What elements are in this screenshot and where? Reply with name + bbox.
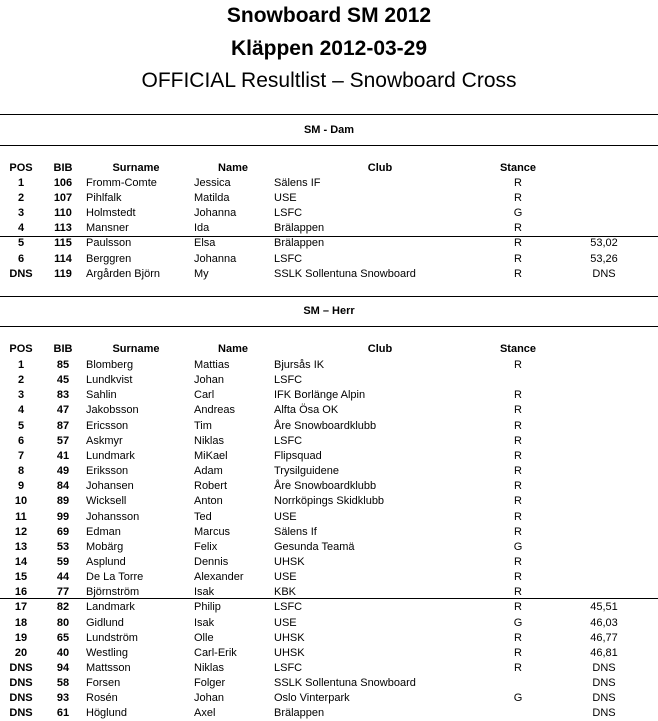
stance-cell: R — [514, 510, 522, 523]
club-cell: Brälappen — [274, 237, 325, 250]
position-cell: 2 — [17, 192, 25, 205]
bib-cell: 110 — [54, 207, 72, 220]
name-cell: Adam — [194, 465, 223, 478]
time-cell: 53,26 — [590, 252, 618, 265]
bib-cell: 89 — [56, 495, 70, 508]
position-cell: 8 — [17, 465, 25, 478]
club-cell: USE — [274, 192, 297, 205]
position-cell: 6 — [17, 252, 25, 265]
divider — [0, 145, 658, 146]
column-header-bib: BIB — [53, 343, 73, 355]
qualification-cutoff-line — [0, 236, 658, 237]
table-row — [0, 176, 658, 191]
time-cell: 45,51 — [590, 601, 618, 614]
surname-cell: Forsen — [86, 677, 121, 690]
surname-cell: Blomberg — [86, 359, 134, 371]
surname-cell: Askmyr — [86, 434, 123, 447]
stance-cell: R — [514, 662, 522, 674]
bib-cell: 80 — [56, 616, 70, 629]
stance-cell: R — [514, 222, 522, 235]
table-row — [0, 388, 658, 403]
stance-cell: R — [514, 359, 522, 371]
club-cell: LSFC — [274, 252, 303, 265]
club-cell: UHSK — [274, 631, 305, 644]
club-cell: LSFC — [274, 662, 303, 674]
stance-cell: R — [514, 449, 522, 462]
stance-cell: R — [514, 434, 522, 447]
stance-cell: G — [513, 692, 523, 705]
surname-cell: Westling — [86, 646, 128, 659]
table-row — [0, 616, 658, 631]
bib-cell: 61 — [56, 707, 70, 720]
name-cell: Johanna — [194, 207, 237, 220]
club-cell: LSFC — [274, 374, 303, 387]
position-cell: 13 — [14, 540, 28, 553]
club-cell: UHSK — [274, 555, 305, 568]
club-cell: Alfta Ösa OK — [274, 404, 339, 417]
bib-cell: 84 — [56, 480, 70, 493]
club-cell: Brälappen — [274, 707, 325, 720]
club-cell: IFK Borlänge Alpin — [274, 389, 366, 402]
name-cell: Carl — [194, 389, 215, 402]
surname-cell: Eriksson — [86, 465, 129, 478]
club-cell: Flipsquad — [274, 449, 322, 462]
surname-cell: Gidlund — [86, 616, 124, 629]
club-cell: Sälens If — [274, 525, 317, 538]
surname-cell: Jakobsson — [86, 404, 139, 417]
surname-cell: Johansson — [86, 510, 140, 523]
club-cell: USE — [274, 616, 297, 629]
position-cell: 14 — [14, 555, 28, 568]
stance-cell: R — [514, 404, 522, 417]
bib-cell: 99 — [56, 510, 70, 523]
column-header-stance: Stance — [499, 343, 537, 355]
stance-cell: R — [514, 192, 522, 205]
club-cell: USE — [274, 571, 297, 584]
position-cell: DNS — [9, 267, 33, 280]
bib-cell: 49 — [56, 465, 70, 478]
club-cell: LSFC — [274, 601, 303, 614]
name-cell: Alexander — [194, 571, 244, 584]
name-cell: Olle — [194, 631, 214, 644]
section-heading-herr: SM – Herr — [303, 305, 355, 317]
stance-cell: R — [514, 465, 522, 478]
column-header-stance: Stance — [499, 162, 537, 174]
bib-cell: 77 — [56, 586, 70, 599]
name-cell: Mattias — [194, 359, 230, 371]
bib-cell: 44 — [56, 571, 70, 584]
surname-cell: Mobärg — [86, 540, 124, 553]
bib-cell: 59 — [56, 555, 70, 568]
position-cell: DNS — [9, 692, 33, 705]
table-row — [0, 494, 658, 509]
table-row — [0, 706, 658, 721]
name-cell: Isak — [194, 616, 215, 629]
bib-cell: 107 — [53, 192, 73, 205]
table-row — [0, 373, 658, 388]
table-row — [0, 252, 658, 267]
table-row — [0, 600, 658, 615]
stance-cell: R — [514, 555, 522, 568]
surname-cell: Paulsson — [86, 237, 132, 250]
surname-cell: Björnström — [86, 586, 140, 599]
position-cell: 6 — [17, 434, 25, 447]
name-cell: Niklas — [194, 662, 224, 674]
bib-cell: 114 — [54, 252, 72, 265]
surname-cell: Rosén — [86, 692, 118, 705]
divider — [0, 296, 658, 297]
bib-cell: 69 — [56, 525, 70, 538]
table-row — [0, 206, 658, 221]
stance-cell: R — [514, 389, 522, 402]
surname-cell: Edman — [86, 525, 121, 538]
time-cell: DNS — [592, 267, 616, 280]
position-cell: 18 — [14, 616, 28, 629]
surname-cell: Mansner — [86, 222, 129, 235]
stance-cell: R — [514, 267, 522, 280]
surname-cell: Johansen — [86, 480, 134, 493]
surname-cell: De La Torre — [86, 571, 144, 584]
table-row — [0, 555, 658, 570]
stance-cell: R — [514, 419, 522, 432]
stance-cell: G — [513, 616, 523, 629]
surname-cell: Fromm-Comte — [86, 177, 157, 189]
column-header-row — [0, 342, 658, 357]
table-row — [0, 236, 658, 251]
position-cell: 1 — [17, 177, 25, 189]
stance-cell: R — [514, 237, 522, 250]
position-cell: 2 — [17, 374, 25, 387]
name-cell: MiKael — [194, 449, 228, 462]
club-cell: Brälappen — [274, 222, 325, 235]
name-cell: Anton — [194, 495, 223, 508]
position-cell: 4 — [17, 404, 25, 417]
name-cell: Felix — [194, 540, 218, 553]
column-header-name: Name — [218, 343, 248, 355]
name-cell: Niklas — [194, 434, 224, 447]
section-heading-dam: SM - Dam — [303, 124, 355, 136]
bib-cell: 41 — [56, 449, 70, 462]
table-row — [0, 449, 658, 464]
bib-cell: 65 — [56, 631, 70, 644]
table-row — [0, 419, 658, 434]
surname-cell: Sahlin — [86, 389, 117, 402]
qualification-cutoff-line — [0, 598, 658, 599]
position-cell: 20 — [14, 646, 28, 659]
club-cell: SSLK Sollentuna Snowboard — [274, 677, 416, 690]
surname-cell: Landmark — [86, 601, 135, 614]
time-cell: DNS — [592, 662, 616, 674]
position-cell: 9 — [17, 480, 25, 493]
table-row — [0, 403, 658, 418]
column-header-pos: POS — [9, 162, 33, 174]
club-cell: Norrköpings Skidklubb — [274, 495, 385, 508]
name-cell: Matilda — [194, 192, 230, 205]
name-cell: Isak — [194, 586, 215, 599]
table-row — [0, 221, 658, 236]
table-row — [0, 525, 658, 540]
divider — [0, 326, 658, 327]
stance-cell: R — [514, 495, 522, 508]
club-cell: Bjursås IK — [274, 359, 325, 371]
position-cell: DNS — [9, 707, 33, 720]
surname-cell: Pihlfalk — [86, 192, 122, 205]
stance-cell: R — [514, 646, 522, 659]
document-title: Snowboard SM 2012 — [226, 4, 432, 27]
name-cell: Johanna — [194, 252, 237, 265]
position-cell: 5 — [17, 237, 25, 250]
bib-cell: 45 — [56, 374, 70, 387]
name-cell: Tim — [194, 419, 212, 432]
table-row — [0, 691, 658, 706]
position-cell: 4 — [17, 222, 25, 235]
table-row — [0, 191, 658, 206]
event-subtitle: Kläppen 2012-03-29 — [230, 37, 428, 60]
club-cell: KBK — [274, 586, 297, 599]
time-cell: 46,81 — [590, 646, 618, 659]
table-row — [0, 676, 658, 691]
table-row — [0, 267, 658, 282]
bib-cell: 83 — [56, 389, 70, 402]
position-cell: 17 — [14, 601, 28, 614]
surname-cell: Asplund — [86, 555, 126, 568]
club-cell: Gesunda Teamä — [274, 540, 355, 553]
name-cell: Ted — [194, 510, 212, 523]
time-cell: 46,77 — [590, 631, 618, 644]
table-row — [0, 661, 658, 676]
name-cell: Philip — [194, 601, 221, 614]
column-header-bib: BIB — [53, 162, 73, 174]
stance-cell: R — [514, 571, 522, 584]
surname-cell: Mattsson — [86, 662, 131, 674]
stance-cell: G — [513, 540, 523, 553]
position-cell: 7 — [17, 449, 25, 462]
bib-cell: 106 — [53, 177, 73, 189]
bib-cell: 40 — [56, 646, 70, 659]
table-row — [0, 646, 658, 661]
name-cell: Johan — [194, 374, 224, 387]
surname-cell: Lundström — [86, 631, 138, 644]
position-cell: 10 — [14, 495, 28, 508]
club-cell: USE — [274, 510, 297, 523]
time-cell: DNS — [592, 707, 616, 720]
resultlist-title: OFFICIAL Resultlist – Snowboard Cross — [141, 69, 517, 92]
club-cell: Sälens IF — [274, 177, 321, 189]
position-cell: DNS — [9, 677, 33, 690]
column-header-pos: POS — [9, 343, 33, 355]
name-cell: Carl-Erik — [194, 646, 237, 659]
club-cell: Åre Snowboardklubb — [274, 419, 377, 432]
bib-cell: 113 — [54, 222, 72, 235]
bib-cell: 115 — [54, 237, 72, 250]
surname-cell: Berggren — [86, 252, 132, 265]
position-cell: 15 — [14, 571, 28, 584]
bib-cell: 57 — [56, 434, 70, 447]
stance-cell: R — [514, 177, 522, 189]
name-cell: Robert — [194, 480, 228, 493]
column-header-club: Club — [367, 162, 393, 174]
stance-cell: R — [514, 586, 522, 599]
club-cell: Åre Snowboardklubb — [274, 480, 377, 493]
position-cell: 11 — [15, 510, 27, 523]
column-header-club: Club — [367, 343, 393, 355]
club-cell: LSFC — [274, 434, 303, 447]
name-cell: Dennis — [194, 555, 229, 568]
bib-cell: 85 — [56, 359, 70, 371]
name-cell: Marcus — [194, 525, 231, 538]
club-cell: SSLK Sollentuna Snowboard — [274, 267, 416, 280]
time-cell: 46,03 — [590, 616, 618, 629]
stance-cell: R — [514, 631, 522, 644]
table-row — [0, 434, 658, 449]
divider — [0, 114, 658, 115]
column-header-surname: Surname — [112, 343, 160, 355]
position-cell: 5 — [17, 419, 25, 432]
table-row — [0, 464, 658, 479]
club-cell: Trysilguidene — [274, 465, 340, 478]
table-row — [0, 479, 658, 494]
club-cell: Oslo Vinterpark — [274, 692, 350, 705]
bib-cell: 94 — [56, 662, 70, 674]
bib-cell: 53 — [56, 540, 70, 553]
position-cell: 12 — [14, 525, 28, 538]
name-cell: Axel — [194, 707, 216, 720]
column-header-name: Name — [218, 162, 248, 174]
time-cell: DNS — [592, 677, 616, 690]
stance-cell: R — [514, 601, 522, 614]
club-cell: UHSK — [274, 646, 305, 659]
bib-cell: 93 — [56, 692, 70, 705]
bib-cell: 87 — [56, 419, 70, 432]
name-cell: Andreas — [194, 404, 235, 417]
name-cell: Ida — [194, 222, 210, 235]
table-row — [0, 570, 658, 585]
name-cell: Jessica — [194, 177, 231, 189]
position-cell: 3 — [17, 389, 25, 402]
table-row — [0, 540, 658, 555]
stance-cell: R — [514, 480, 522, 493]
name-cell: My — [194, 267, 209, 280]
table-row — [0, 510, 658, 525]
table-row — [0, 631, 658, 646]
time-cell: 53,02 — [590, 237, 618, 250]
bib-cell: 47 — [56, 404, 70, 417]
surname-cell: Argården Björn — [86, 267, 160, 280]
position-cell: 1 — [17, 359, 25, 371]
stance-cell: R — [514, 525, 522, 538]
club-cell: LSFC — [274, 207, 303, 220]
bib-cell: 119 — [54, 267, 72, 280]
bib-cell: 58 — [56, 677, 70, 690]
surname-cell: Wicksell — [86, 495, 127, 508]
stance-cell: G — [513, 207, 523, 220]
column-header-row — [0, 161, 658, 176]
name-cell: Elsa — [194, 237, 216, 250]
surname-cell: Ericsson — [86, 419, 129, 432]
position-cell: 3 — [17, 207, 25, 220]
position-cell: 19 — [14, 631, 28, 644]
bib-cell: 82 — [56, 601, 70, 614]
column-header-surname: Surname — [112, 162, 160, 174]
stance-cell: R — [514, 252, 522, 265]
position-cell: 16 — [14, 586, 28, 599]
surname-cell: Höglund — [86, 707, 127, 720]
surname-cell: Holmstedt — [86, 207, 136, 220]
name-cell: Johan — [194, 692, 224, 705]
time-cell: DNS — [592, 692, 616, 705]
surname-cell: Lundmark — [86, 449, 135, 462]
position-cell: DNS — [9, 662, 33, 674]
table-row — [0, 358, 658, 373]
surname-cell: Lundkvist — [86, 374, 133, 387]
name-cell: Folger — [194, 677, 226, 690]
